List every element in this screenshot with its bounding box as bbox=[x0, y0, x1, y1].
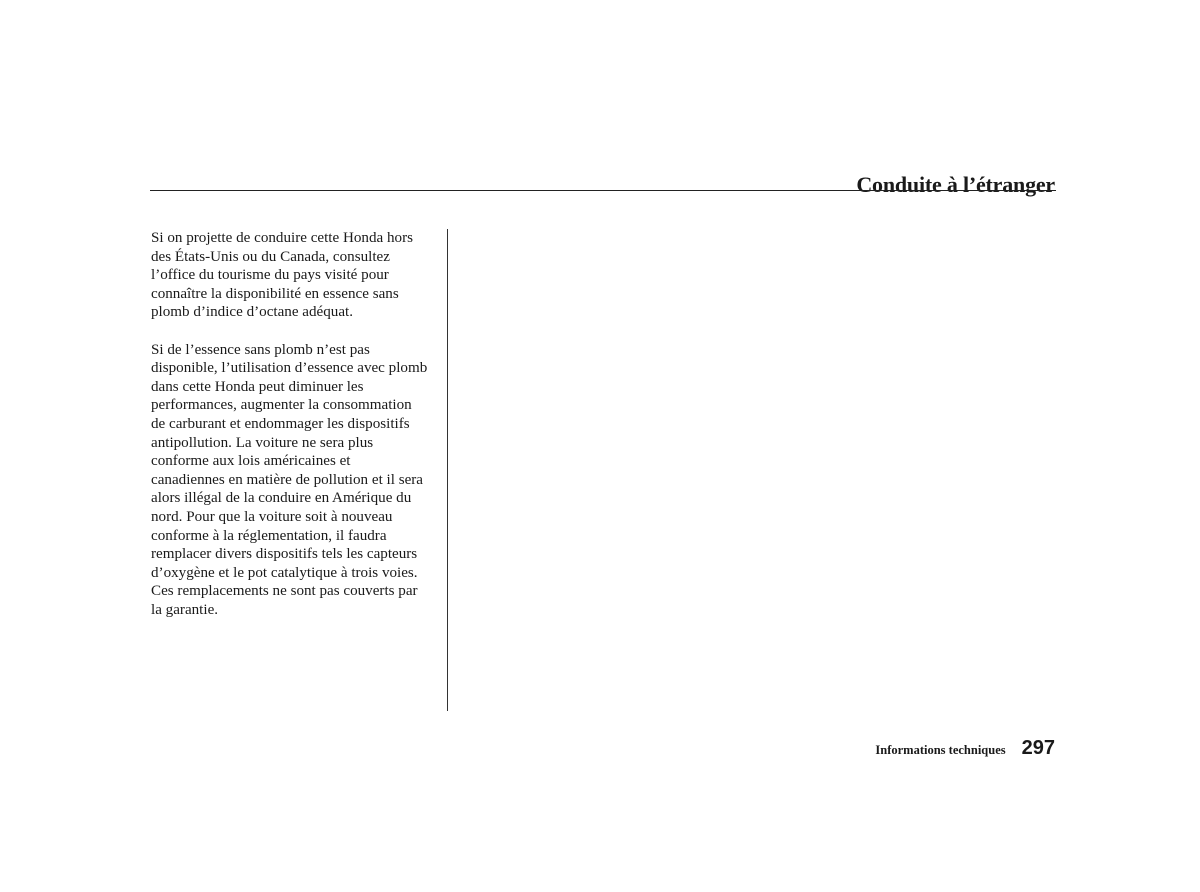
text-line: des États-Unis ou du Canada, consultez bbox=[151, 248, 390, 265]
text-line: alors illégal de la conduire en Amérique du bbox=[151, 490, 412, 507]
text-line: antipollution. La voiture ne sera plus bbox=[151, 434, 374, 451]
column-divider bbox=[447, 229, 448, 711]
paragraph-leaded-fuel-warning bbox=[151, 341, 436, 620]
text-line: Ces remplacements ne sont pas couverts par bbox=[151, 583, 418, 600]
text-column bbox=[151, 229, 436, 638]
page-number: 297 bbox=[1021, 737, 1055, 759]
page-title: Conduite à l’étranger bbox=[856, 171, 1055, 197]
text-line: Si de l’essence sans plomb n’est pas bbox=[151, 341, 370, 358]
text-line: de carburant et endommager les dispositifs bbox=[151, 415, 410, 432]
text-line: nord. Pour que la voiture soit à nouveau bbox=[151, 508, 393, 525]
text-line: l’office du tourisme du pays visité pour bbox=[151, 267, 389, 284]
text-line: remplacer divers dispositifs tels les capteurs bbox=[151, 546, 418, 563]
text-line: connaître la disponibilité en essence sans bbox=[151, 285, 399, 302]
text-line: Si on projette de conduire cette Honda hors bbox=[151, 230, 413, 246]
text-line: performances, augmenter la consommation bbox=[151, 397, 412, 414]
paragraph-fuel-availability bbox=[151, 229, 436, 322]
footer-section-name: Informations techniques bbox=[875, 743, 1006, 757]
text-line: la garantie. bbox=[151, 601, 219, 618]
page-footer bbox=[875, 737, 1055, 760]
title-rule bbox=[150, 190, 1056, 191]
text-line: conforme à la réglementation, il faudra bbox=[151, 527, 387, 544]
text-line: dans cette Honda peut diminuer les bbox=[151, 378, 364, 395]
text-line: d’oxygène et le pot catalytique à trois voies. bbox=[151, 564, 418, 581]
text-line: plomb d’indice d’octane adéquat. bbox=[151, 304, 354, 321]
text-line: canadiennes en matière de pollution et il sera bbox=[151, 471, 423, 488]
text-line: conforme aux lois américaines et bbox=[151, 453, 351, 470]
text-line: disponible, l’utilisation d’essence avec plomb bbox=[151, 360, 428, 377]
